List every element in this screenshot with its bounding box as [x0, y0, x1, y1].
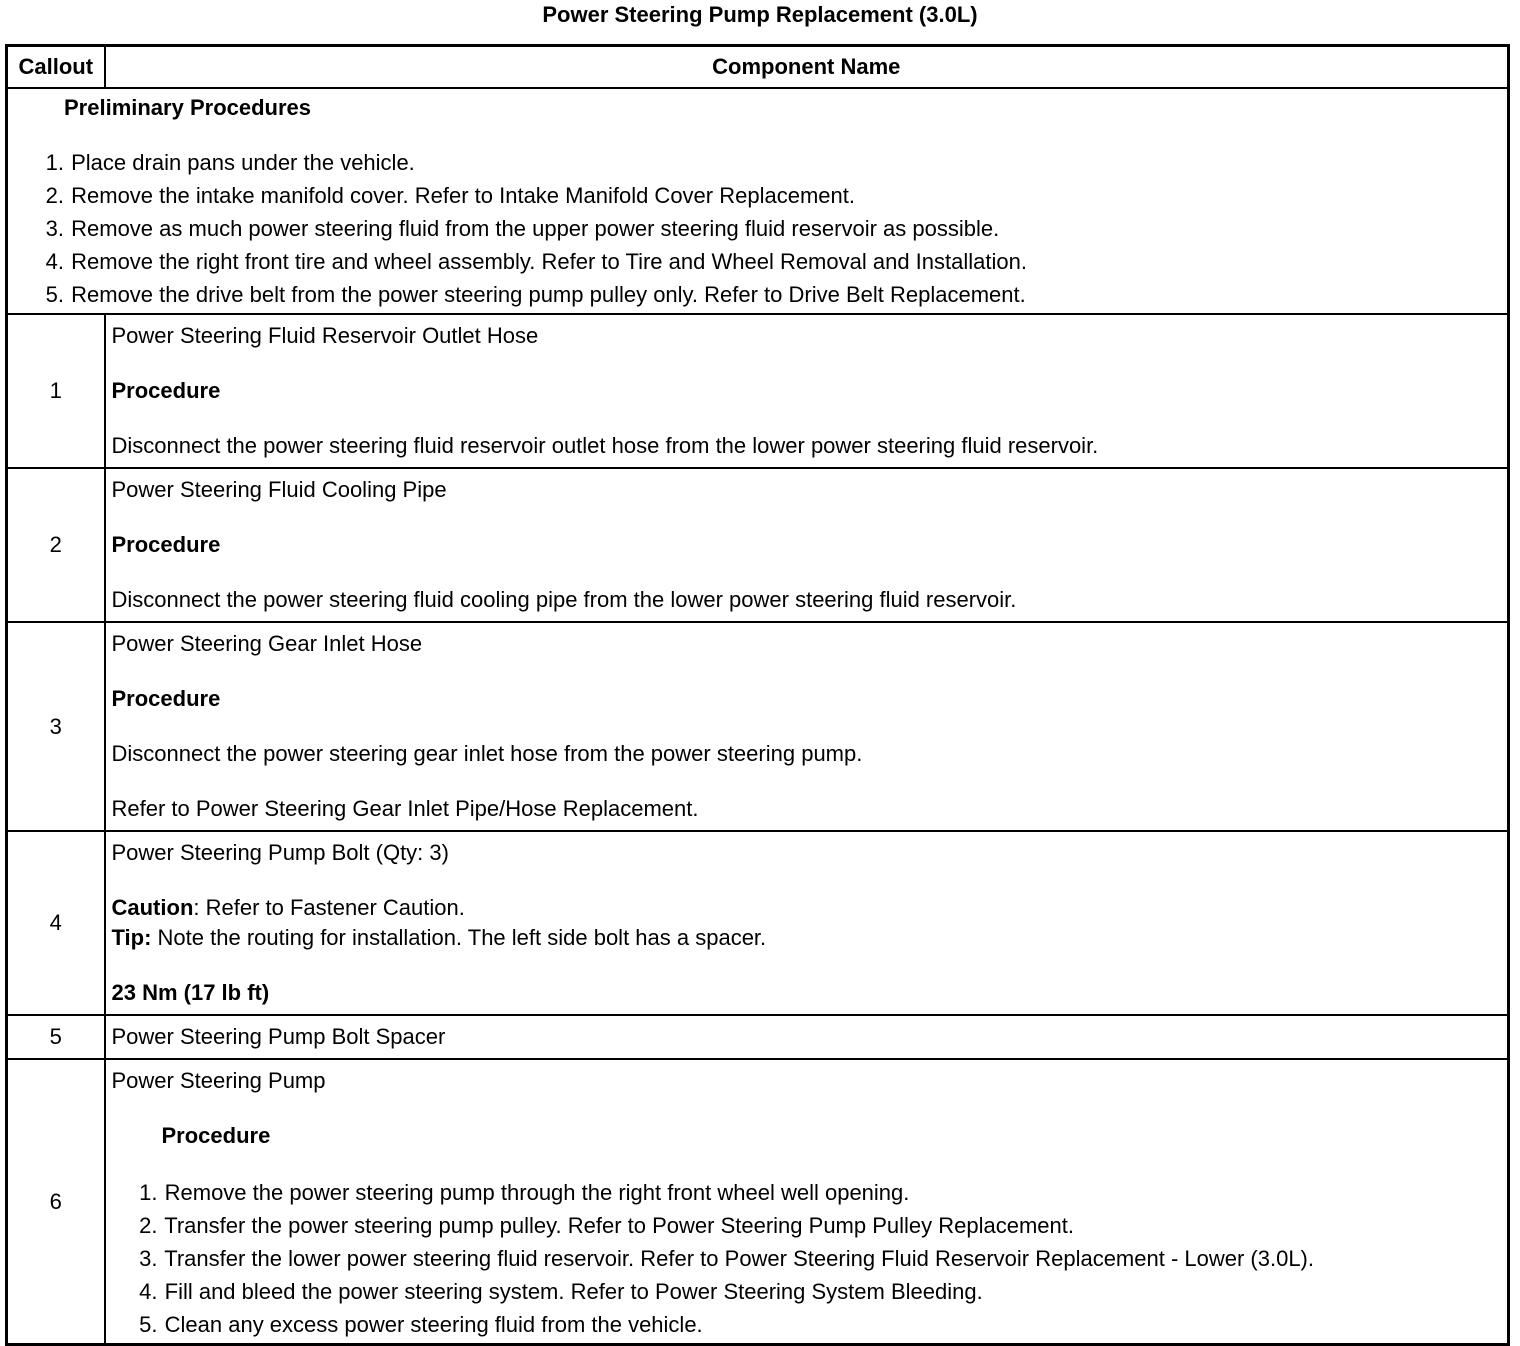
component-name: Power Steering Pump Bolt (Qty: 3) [111, 840, 449, 865]
callout-number: 5 [7, 1015, 105, 1059]
caution-label: Caution [111, 895, 194, 920]
list-item: 2. Remove the intake manifold cover. Refer to Intake Manifold Cover Replacement. [45, 183, 855, 208]
list-item: 1. Place drain pans under the vehicle. [45, 150, 415, 175]
table-row [7, 831, 1509, 1015]
component-cell [105, 622, 1509, 831]
callout-column-header: Callout [7, 46, 105, 89]
torque-spec: 23 Nm (17 lb ft) [111, 980, 270, 1005]
procedure-steps [112, 1176, 1502, 1341]
preliminary-steps [8, 146, 1507, 311]
procedure-label: Procedure [161, 1123, 271, 1148]
component-name: Power Steering Fluid Reservoir Outlet Hose [111, 323, 539, 348]
list-item: 5. Clean any excess power steering fluid from the vehicle. [139, 1312, 703, 1337]
procedure-text: Disconnect the power steering fluid reservoir outlet hose from the lower power steering fluid reservoir. [111, 433, 1099, 458]
table-row [7, 622, 1509, 831]
component-cell [105, 1015, 1509, 1059]
component-cell [105, 831, 1509, 1015]
list-item: 3. Transfer the lower power steering fluid reservoir. Refer to Power Steering Fluid Reservoir Replacement - Lower (3.0L). [139, 1246, 1314, 1271]
component-cell [105, 468, 1509, 622]
table-row [7, 468, 1509, 622]
component-name: Power Steering Pump [111, 1068, 326, 1093]
caution-text: : Refer to Fastener Caution. [193, 895, 465, 920]
callout-number: 1 [7, 314, 105, 468]
procedure-text: Disconnect the power steering fluid cooling pipe from the lower power steering fluid reservoir. [111, 587, 1017, 612]
table-row [7, 1015, 1509, 1059]
callout-number: 2 [7, 468, 105, 622]
tip-label: Tip: [111, 925, 152, 950]
table-row [7, 1059, 1509, 1345]
component-cell [105, 1059, 1509, 1345]
callout-number: 3 [7, 622, 105, 831]
tip-text: Note the routing for installation. The left side bolt has a spacer. [151, 925, 767, 950]
preliminary-row [7, 88, 1509, 314]
preliminary-cell [7, 88, 1509, 314]
list-item: 2. Transfer the power steering pump pulley. Refer to Power Steering Pump Pulley Replacement. [139, 1213, 1074, 1238]
procedure-label: Procedure [111, 532, 221, 557]
callout-number: 6 [7, 1059, 105, 1345]
caution-note [112, 893, 1502, 923]
list-item: 5. Remove the drive belt from the power steering pump pulley only. Refer to Drive Belt Replacement. [45, 282, 1026, 307]
list-item: 4. Remove the right front tire and wheel assembly. Refer to Tire and Wheel Removal and Installation. [45, 249, 1027, 274]
callout-number: 4 [7, 831, 105, 1015]
component-name: Power Steering Gear Inlet Hose [111, 631, 423, 656]
table-header-row [7, 46, 1509, 89]
component-name-column-header: Component Name [105, 46, 1509, 89]
preliminary-heading: Preliminary Procedures [64, 95, 312, 120]
procedure-label: Procedure [111, 378, 221, 403]
tip-note [112, 923, 1502, 953]
procedure-label: Procedure [111, 686, 221, 711]
component-name: Power Steering Fluid Cooling Pipe [111, 477, 447, 502]
list-item: 3. Remove as much power steering fluid from the upper power steering fluid reservoir as possible. [45, 216, 1000, 241]
list-item: 1. Remove the power steering pump through the right front wheel well opening. [139, 1180, 910, 1205]
procedure-reference: Refer to Power Steering Gear Inlet Pipe/Hose Replacement. [111, 796, 699, 821]
list-item: 4. Fill and bleed the power steering system. Refer to Power Steering System Bleeding. [139, 1279, 983, 1304]
component-cell [105, 314, 1509, 468]
component-name: Power Steering Pump Bolt Spacer [111, 1024, 446, 1049]
procedure-table [5, 44, 1510, 1346]
procedure-text: Disconnect the power steering gear inlet hose from the power steering pump. [111, 741, 863, 766]
page-title: Power Steering Pump Replacement (3.0L) [542, 2, 978, 27]
table-row [7, 314, 1509, 468]
